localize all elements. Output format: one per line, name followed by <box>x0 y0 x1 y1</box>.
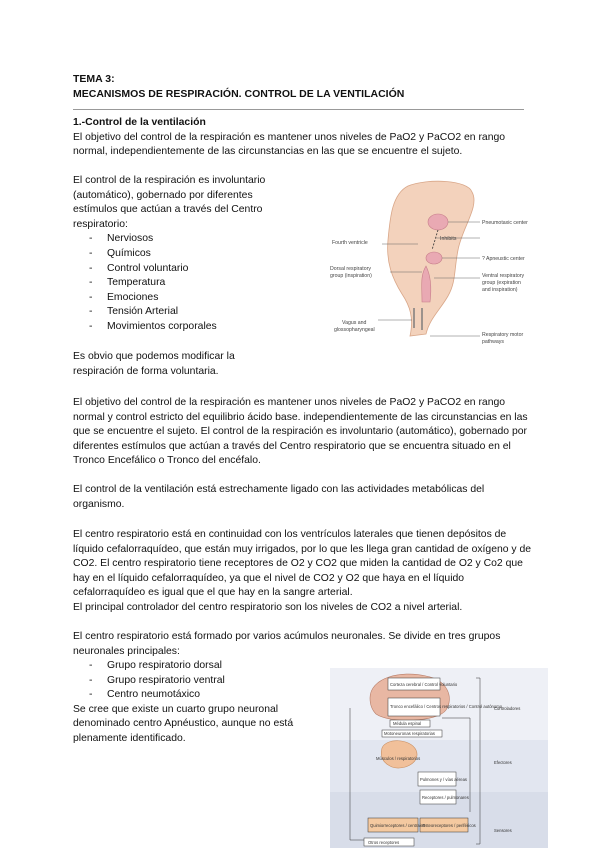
section-heading: 1.-Control de la ventilación <box>73 117 206 128</box>
label-dorsal-2: group (inspiration) <box>330 273 372 279</box>
box-cortex: Corteza cerebral / Control voluntario <box>390 682 458 687</box>
brainstem-figure <box>330 178 552 352</box>
stimuli-list <box>73 232 285 334</box>
control-diagram <box>330 668 548 848</box>
box-other-receptors: Otros receptores <box>368 840 400 845</box>
box-lungs: Pulmones y / vías aéreas <box>420 777 468 782</box>
paragraph-4-text: El centro respiratorio está en continuidad con los ventrículos laterales que tienen depósitos de líquido cefalorraquídeo, que están muy irrigados, por lo que les llega gran cantidad de oxígeno y de CO2. El centro respiratorio tiene receptores de O2 y CO2 que miden la cantidad de O2 y Co2 que hay en el líquido cefalorraquídeo, ya que el nivel de CO2 y O2 que haya en el líquido cefalorraquídeo es igual que el que hay en la sangre arterial. <box>73 529 532 599</box>
label-pneumotaxic: Pneumotaxic center <box>482 220 528 226</box>
label-fourth-ventricle: Fourth ventricle <box>332 240 368 246</box>
list-item: - Movimientos corporales <box>73 320 285 335</box>
groups-block <box>73 659 323 747</box>
label-motor-1: Respiratory motor <box>482 332 524 338</box>
box-brainstem: Tronco encefálico / Centros respiratorios / Control autónomo <box>390 704 503 709</box>
list-item: - Centro neumotáxico <box>73 688 323 703</box>
section-1 <box>73 116 533 160</box>
box-pulmonary-receptors: Receptores / pulmonares <box>422 795 469 800</box>
side-controllers: Controladores <box>494 706 521 711</box>
list-item: - Tensión Arterial <box>73 305 285 320</box>
voluntary-paragraph: Es obvio que podemos modificar la respiración de forma voluntaria. <box>73 351 235 377</box>
label-apneustic: ? Apneustic center <box>482 256 525 262</box>
involuntary-paragraph: El control de la respiración es involuntario (automático), gobernado por diferentes estímulos que actúan a través del Centro respiratorio: <box>73 175 266 230</box>
label-ventral-3: and inspiration) <box>482 287 518 293</box>
label-motor-2: pathways <box>482 339 504 345</box>
list-item: - Control voluntario <box>73 262 285 277</box>
paragraph-3: El control de la ventilación está estrechamente ligado con las actividades metabólicas del organismo. <box>73 484 485 510</box>
box-spinal: Médula espinal <box>393 721 422 726</box>
label-vagus-2: glossopharyngeal <box>334 327 375 333</box>
intro-paragraph: El objetivo del control de la respiración es mantener unos niveles de PaO2 y PaCO2 en rango normal, independientemente de las circunstancias en las que se encuentre el sujeto. <box>73 131 506 158</box>
paragraph-2: El objetivo del control de la respiración es mantener unos niveles de PaO2 y PaCO2 en rango normal y control estricto del equilibrio ácido base. independientemente de las circunstancias en las que se encuentre el sujeto. El control de la respiración es involuntario (automático), gobernado por diferentes estímulos que actúan a través del Centro respiratorio que se encuentra situado en el Tronco Encefálico o Tronco del encéfalo. <box>73 397 528 467</box>
title-line-2: MECANISMOS DE RESPIRACIÓN. CONTROL DE LA VENTILACIÓN <box>73 88 405 100</box>
label-vagus-1: Vagus and <box>342 320 367 326</box>
title-line-1: TEMA 3: <box>73 73 115 85</box>
box-motoneurons: Motoneuronas respiratorias <box>384 731 435 736</box>
divider <box>73 109 524 110</box>
document-title <box>73 72 404 102</box>
apneustic-paragraph: Se cree que existe un cuarto grupo neuronal denominado centro Apnéustico, aunque no está plenamente identificado. <box>73 703 294 744</box>
groups-list <box>73 659 323 703</box>
box-muscles: Músculos / respiratorios <box>376 756 421 761</box>
side-effectors: Efectores <box>494 760 512 765</box>
list-item: - Químicos <box>73 247 285 262</box>
label-dorsal-1: Dorsal respiratory <box>330 266 371 272</box>
box-osteoreceptors: Osteoreceptores / periféricos <box>422 823 476 828</box>
paragraph-4 <box>73 528 533 616</box>
label-inhibits: Inhibits <box>440 236 457 242</box>
paragraph-5: El centro respiratorio está formado por varios acúmulos neuronales. Se divide en tres grupos neuronales principales: <box>73 631 501 657</box>
label-ventral-1: Ventral respiratory <box>482 273 525 279</box>
list-item: - Grupo respiratorio ventral <box>73 674 323 689</box>
list-item: - Grupo respiratorio dorsal <box>73 659 323 674</box>
involuntary-block <box>73 174 285 335</box>
label-ventral-2: group (expiration <box>482 280 521 286</box>
paragraph-4-conclusion: El principal controlador del centro respiratorio son los niveles de CO2 a nivel arterial. <box>73 601 463 613</box>
list-item: - Emociones <box>73 291 285 306</box>
box-chemoreceptors: Quimiorreceptores / centrales <box>370 823 425 828</box>
list-item: - Nerviosos <box>73 232 285 247</box>
side-sensors: Sensores <box>494 828 512 833</box>
list-item: - Temperatura <box>73 276 285 291</box>
